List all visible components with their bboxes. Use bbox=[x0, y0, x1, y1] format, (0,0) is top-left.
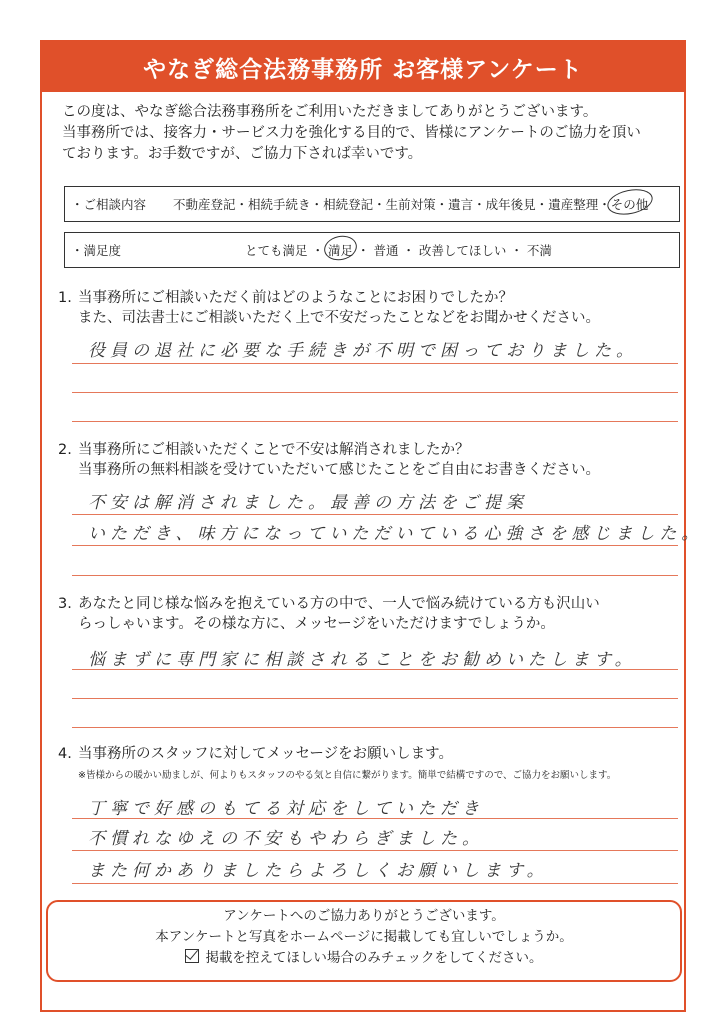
answer-rule bbox=[72, 727, 678, 728]
answer-1-line-1: 役員の退社に必要な手続きが不明で困っておりました。 bbox=[88, 341, 638, 361]
answer-4-line-1: 丁寧で好感のもてる対応をしていただき bbox=[88, 799, 484, 819]
answer-3-line-1: 悩まずに専門家に相談されることをお勧めいたします。 bbox=[88, 650, 637, 670]
option-separator: ・ bbox=[373, 197, 386, 212]
option-separator: ・ bbox=[352, 243, 374, 258]
question-text: 当事務所にご相談いただく前はどのようなことにお困りでしたか？ bbox=[78, 290, 513, 306]
option-separator: ・ bbox=[310, 197, 324, 212]
question-number: 2. bbox=[58, 442, 72, 458]
publish-optout-checkbox[interactable] bbox=[185, 949, 199, 963]
satisfaction-option[interactable]: とても満足 bbox=[245, 243, 308, 258]
answer-rule bbox=[72, 421, 678, 422]
option-separator: ・ bbox=[398, 243, 419, 258]
satisfaction-option[interactable]: 不満 bbox=[526, 243, 552, 258]
option-separator: ・ bbox=[473, 197, 486, 212]
answer-rule bbox=[72, 850, 678, 851]
answer-2-line-1: 不安は解消されました。最善の方法をご提案 bbox=[88, 493, 528, 513]
answer-4-line-3: また何かありましたらよろしくお願いします。 bbox=[88, 861, 549, 881]
question-text: 当事務所の無料相談を受けていただいて感じたことをご自由にお書きください。 bbox=[78, 462, 600, 478]
answer-rule bbox=[72, 698, 678, 699]
question-2 bbox=[58, 440, 688, 480]
answer-rule bbox=[72, 392, 678, 393]
consultation-option[interactable]: 不動産登記 bbox=[173, 197, 236, 212]
question-number: 3. bbox=[58, 596, 72, 612]
consultation-option[interactable]: 相続登記 bbox=[323, 197, 374, 212]
consultation-option[interactable]: 生前対策 bbox=[385, 197, 436, 212]
satisfaction-option[interactable]: 普通 bbox=[373, 243, 399, 258]
question-1 bbox=[58, 288, 688, 328]
consultation-label: ・ご相談内容 bbox=[71, 197, 147, 212]
answer-rule bbox=[72, 575, 678, 576]
satisfaction-options bbox=[245, 241, 552, 259]
intro-line: ております。お手数ですが、ご協力下されば幸いです。 bbox=[62, 146, 423, 162]
consultation-options bbox=[173, 195, 648, 213]
answer-4-line-2: 不慣れなゆえの不安もやわらぎました。 bbox=[88, 829, 484, 849]
consultation-option[interactable]: 相続手続き bbox=[248, 197, 311, 212]
consultation-option[interactable]: 遺言 bbox=[448, 197, 474, 212]
option-separator: ・ bbox=[235, 197, 249, 212]
question-number: 4. bbox=[58, 746, 72, 762]
option-separator: ・ bbox=[598, 197, 611, 212]
answer-rule bbox=[72, 669, 678, 670]
footer-check-row bbox=[48, 948, 680, 969]
answer-rule bbox=[72, 514, 678, 515]
footer-check-label: 掲載を控えてほしい場合のみチェックをしてください。 bbox=[205, 950, 543, 966]
satisfaction-option[interactable]: 満足 bbox=[327, 243, 353, 258]
intro-text bbox=[62, 102, 682, 165]
option-separator: ・ bbox=[506, 243, 527, 258]
answer-rule bbox=[72, 363, 678, 364]
question-text: 当事務所にご相談いただくことで不安は解消されましたか？ bbox=[78, 442, 470, 458]
consultation-option[interactable]: 成年後見 bbox=[485, 197, 536, 212]
option-separator: ・ bbox=[435, 197, 449, 212]
consultation-option[interactable]: 遺産整理 bbox=[548, 197, 599, 212]
consultation-box bbox=[64, 186, 680, 222]
question-4 bbox=[58, 744, 688, 786]
question-3 bbox=[58, 594, 688, 634]
consultation-option[interactable]: その他 bbox=[610, 197, 649, 212]
question-text: また、司法書士にご相談いただく上で不安だったことなどをお聞かせください。 bbox=[78, 310, 600, 326]
intro-line: 当事務所では、接客力・サービス力を強化する目的で、皆様にアンケートのご協力を頂い bbox=[62, 125, 641, 141]
question-text: 当事務所のスタッフに対してメッセージをお願いします。 bbox=[78, 746, 453, 762]
satisfaction-option[interactable]: 改善してほしい bbox=[418, 243, 507, 258]
question-text: あなたと同じ様な悩みを抱えている方の中で、一人で悩み続けている方も沢山い bbox=[78, 596, 600, 612]
satisfaction-label: ・満足度 bbox=[71, 243, 122, 258]
option-separator: ・ bbox=[307, 243, 328, 258]
survey-header bbox=[42, 42, 684, 92]
survey-title: やなぎ総合法務事務所 お客様アンケート bbox=[143, 56, 583, 83]
satisfaction-box bbox=[64, 232, 680, 268]
answer-rule bbox=[72, 545, 678, 546]
question-text: らっしゃいます。その様な方に、メッセージをいただけますでしょうか。 bbox=[78, 616, 555, 632]
answer-2-line-2: いただき、味方になっていただいている心強さを感じました。 bbox=[88, 524, 704, 544]
footer-box bbox=[46, 900, 682, 982]
option-separator: ・ bbox=[535, 197, 549, 212]
footer-question: 本アンケートと写真をホームページに掲載しても宜しいでしょうか。 bbox=[155, 929, 573, 945]
footer-thanks: アンケートへのご協力ありがとうございます。 bbox=[223, 908, 505, 924]
answer-rule bbox=[72, 818, 678, 819]
question-note: ※皆様からの暖かい励ましが、何よりもスタッフのやる気と自信に繋がります。簡単で結構ですので、ご協力をお願いします。 bbox=[78, 770, 617, 781]
question-number: 1. bbox=[58, 290, 72, 306]
intro-line: この度は、やなぎ総合法務事務所をご利用いただきましてありがとうございます。 bbox=[62, 104, 598, 120]
answer-rule bbox=[72, 883, 678, 884]
